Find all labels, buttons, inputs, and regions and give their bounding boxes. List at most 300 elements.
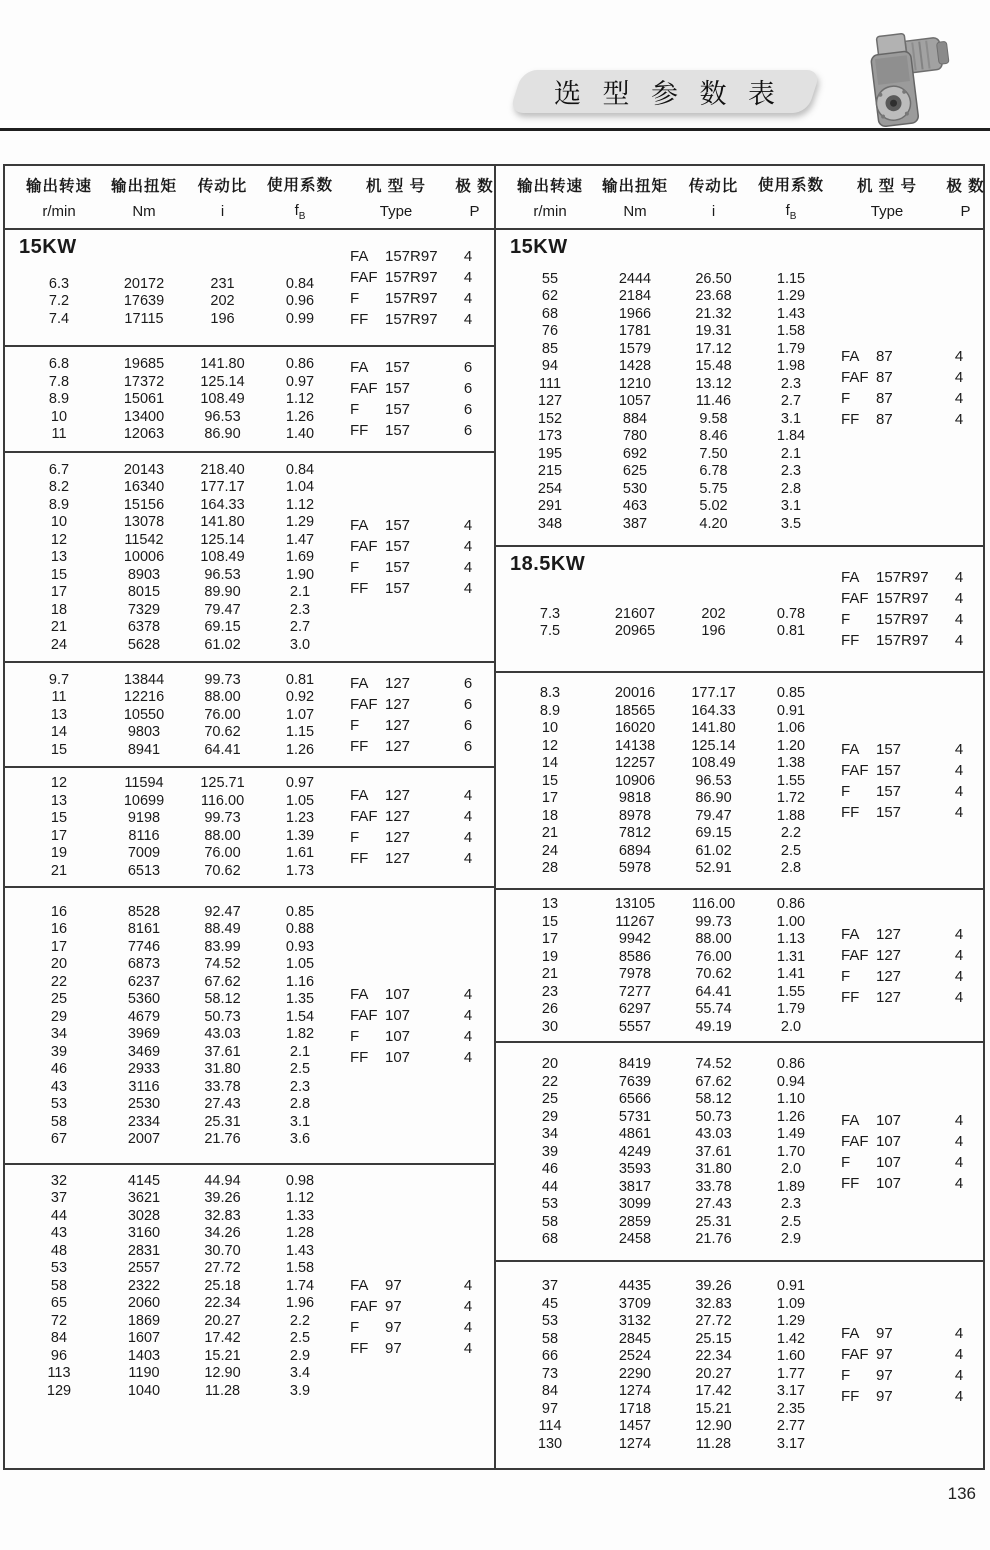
type-row [841,1173,973,1194]
type-size: 157R97 [876,569,929,586]
pole-count: 4 [954,569,964,586]
cell-fb: 1.07 [285,706,315,723]
cell-speed: 46 [541,1161,559,1177]
cell-ratio: 21.76 [695,1231,732,1247]
cell-fb: 1.54 [285,1008,315,1025]
cell-ratio: 58.12 [204,991,241,1008]
type-row [841,1110,973,1131]
cell-fb: 1.12 [285,496,315,513]
cell-ratio: 164.33 [691,702,736,719]
cell-torque: 1274 [618,1435,652,1452]
data-row [496,480,983,498]
type-row [350,515,482,536]
cell-fb: 1.09 [776,1295,806,1312]
type-size: 157R97 [385,310,438,328]
cell-torque: 8419 [618,1056,652,1072]
pole-count: 4 [463,559,473,576]
cell-ratio: 58.12 [695,1091,732,1107]
page-title: 选 型 参 数 表 [553,79,782,109]
type-list [350,246,482,330]
type-prefix: FF [841,632,860,649]
cell-torque: 387 [622,515,648,532]
cell-fb: 1.26 [776,1108,806,1125]
cell-torque: 530 [622,480,648,497]
pole-count: 6 [463,422,473,439]
cell-speed: 18 [50,601,68,618]
cell-ratio: 70.62 [204,724,241,740]
type-row [841,945,973,966]
type-list [841,739,973,823]
cell-speed: 18 [541,807,559,824]
cell-torque: 6237 [127,973,161,990]
cell-ratio: 50.73 [204,1008,241,1025]
type-model [350,290,454,307]
data-row [5,1113,494,1131]
cell-speed: 73 [541,1365,559,1382]
pole-count: 4 [954,1132,964,1150]
cell-speed: 17 [50,827,68,844]
cell-torque: 7746 [127,938,161,955]
cell-fb: 2.0 [780,1161,802,1177]
data-row [5,496,494,514]
cell-torque: 3160 [127,1225,161,1242]
type-row [841,1386,973,1407]
cell-ratio: 92.47 [204,903,241,920]
type-size: 127 [876,967,902,985]
cell-ratio: 27.72 [204,1260,241,1277]
cell-fb: 2.1 [289,584,311,600]
type-list [350,1275,482,1359]
cell-ratio: 79.47 [204,601,241,618]
type-prefix: FAF [350,1297,378,1315]
type-prefix: FF [841,410,860,428]
cell-fb: 3.1 [780,498,802,514]
cell-torque: 1718 [618,1400,652,1417]
cell-torque: 9198 [127,810,161,827]
type-list [350,673,482,757]
cell-speed: 34 [50,1026,68,1043]
cell-fb: 0.78 [776,605,806,622]
cell-speed: 28 [541,860,559,876]
cell-ratio: 61.02 [204,636,241,653]
type-prefix: FA [350,517,369,534]
data-row [496,515,983,533]
cell-ratio: 108.49 [200,549,245,565]
type-model [841,741,945,758]
cell-torque: 1457 [618,1418,652,1435]
cell-torque: 780 [622,428,648,444]
pole-count: 4 [954,967,964,985]
type-row [841,924,973,945]
data-row [496,322,983,340]
table-block [5,766,494,886]
data-row [496,497,983,515]
type-prefix: FF [350,737,369,755]
type-model [841,632,945,649]
type-size: 97 [876,1367,893,1384]
type-list [350,785,482,869]
cell-speed: 84 [50,1330,68,1347]
type-size: 127 [385,829,411,846]
cell-speed: 17 [541,790,559,806]
cell-torque: 12216 [123,689,165,705]
cell-torque: 6566 [618,1091,652,1107]
type-row [350,827,482,848]
cell-torque: 1579 [618,340,652,357]
cell-ratio: 70.62 [204,862,241,879]
type-prefix: FF [841,803,860,821]
data-row [5,1096,494,1114]
title-banner [509,70,821,113]
cell-torque: 1869 [127,1312,161,1329]
cell-speed: 8.3 [539,685,561,701]
cell-fb: 3.1 [780,410,802,427]
cell-speed: 26 [541,1001,559,1018]
cell-fb: 1.60 [776,1348,806,1365]
cell-fb: 2.3 [780,463,802,479]
cell-speed: 58 [50,1277,68,1294]
cell-ratio: 96.53 [204,408,241,425]
type-model [350,738,454,755]
cell-speed: 7.5 [539,623,561,640]
cell-fb: 1.00 [776,913,806,930]
cell-ratio: 88.00 [695,931,732,948]
type-model [841,783,945,800]
table-block [496,671,983,888]
cell-speed: 22 [541,1073,559,1090]
data-row [5,1207,494,1225]
type-model [350,311,454,328]
data-row [496,1055,983,1073]
cell-fb: 2.3 [780,375,802,392]
cell-speed: 348 [537,515,563,532]
cell-speed: 16 [50,903,68,920]
type-row [841,1131,973,1152]
cell-ratio: 86.90 [695,790,732,806]
type-model [841,369,945,386]
type-prefix: FA [841,740,860,758]
cell-torque: 1040 [127,1382,161,1399]
cell-ratio: 88.00 [204,689,241,705]
cell-fb: 1.29 [776,1313,806,1330]
cell-ratio: 13.12 [695,375,732,392]
type-model [350,380,454,397]
gearmotor-image [852,30,956,132]
cell-torque: 9803 [127,724,161,740]
cell-speed: 85 [541,340,559,357]
cell-fb: 0.96 [285,293,315,309]
cell-torque: 2933 [127,1061,161,1078]
type-size: 157 [385,401,411,418]
cell-ratio: 69.15 [695,825,732,841]
cell-fb: 0.86 [285,356,315,372]
type-size: 157 [385,359,411,376]
cell-torque: 692 [622,445,648,462]
type-prefix: FAF [350,808,378,825]
cell-fb: 0.84 [285,461,315,478]
header-col-speed: 输出转速 r/min [25,178,92,220]
cell-ratio: 8.46 [699,428,728,444]
pole-count: 4 [463,538,473,555]
type-size: 127 [876,946,902,964]
pole-count: 4 [463,1297,473,1315]
pole-count: 4 [954,946,964,964]
cell-fb: 0.97 [285,775,315,792]
type-model [841,411,945,428]
cell-speed: 58 [50,1113,68,1130]
header-col-speed: 输出转速 r/min [516,178,583,220]
type-model [841,1133,945,1150]
type-prefix: FA [350,247,369,265]
cell-fb: 1.28 [285,1225,315,1242]
data-row [5,1078,494,1096]
cell-speed: 53 [541,1196,559,1212]
cell-speed: 15 [50,810,68,827]
type-row [841,1323,973,1344]
cell-ratio: 32.83 [204,1207,241,1224]
cell-fb: 2.5 [780,842,802,859]
cell-speed: 25 [50,991,68,1008]
cell-torque: 3099 [618,1196,652,1212]
pole-count: 4 [954,590,964,607]
cell-ratio: 6.78 [699,463,728,479]
cell-torque: 17115 [124,310,164,327]
cell-fb: 1.58 [285,1260,315,1277]
table-block [5,230,494,345]
type-prefix: F [350,829,360,846]
type-model [350,559,454,576]
cell-torque: 4249 [618,1143,652,1160]
table-block [496,230,983,545]
type-prefix: F [350,1027,360,1045]
type-model [350,986,454,1003]
type-size: 87 [876,410,893,428]
type-prefix: FA [841,1111,860,1129]
cell-fb: 1.33 [285,1207,315,1224]
cell-fb: 2.9 [289,1347,311,1364]
cell-torque: 13844 [123,671,165,688]
cell-fb: 1.40 [285,426,315,442]
cell-speed: 13 [50,792,68,809]
type-size: 127 [876,988,902,1006]
data-row [496,859,983,877]
type-prefix: FAF [350,695,378,713]
data-row [496,719,983,737]
header-col-poles: 极 数 P [455,178,494,220]
cell-fb: 0.86 [776,1056,806,1072]
cell-ratio: 27.43 [204,1096,241,1113]
cell-speed: 84 [541,1383,559,1400]
cell-torque: 10699 [123,792,165,809]
cell-torque: 463 [622,498,648,514]
blocks-container-left [5,230,494,1468]
cell-ratio: 125.14 [200,373,245,390]
type-model [350,1340,454,1357]
cell-speed: 25 [541,1091,559,1107]
type-size: 87 [876,368,893,386]
cell-fb: 1.74 [285,1277,315,1294]
cell-fb: 0.93 [285,938,315,955]
cell-torque: 12063 [123,426,165,442]
cell-ratio: 231 [210,275,235,292]
cell-ratio: 43.03 [204,1026,241,1043]
type-row [841,966,973,987]
cell-ratio: 79.47 [695,807,732,824]
cell-fb: 1.20 [776,737,806,754]
cell-ratio: 64.41 [695,983,732,1000]
pole-count: 4 [954,1174,964,1192]
cell-torque: 2859 [618,1213,652,1230]
cell-speed: 30 [541,1018,559,1035]
cell-ratio: 44.94 [204,1172,241,1189]
type-size: 157 [385,422,411,439]
cell-ratio: 74.52 [204,956,241,973]
type-prefix: FF [841,988,860,1006]
type-model [841,1175,945,1192]
type-row [841,388,973,409]
cell-fb: 2.77 [776,1418,806,1435]
table-block [496,888,983,1041]
type-size: 97 [876,1388,893,1405]
table-block [496,545,983,671]
cell-torque: 11594 [124,775,164,792]
cell-speed: 37 [50,1190,68,1207]
pole-count: 4 [954,761,964,779]
cell-speed: 291 [537,498,563,514]
cell-torque: 8116 [128,827,160,844]
cell-speed: 16 [50,921,68,938]
type-size: 107 [385,1027,411,1045]
cell-speed: 24 [50,636,68,653]
cell-fb: 1.35 [285,991,315,1008]
type-row [350,246,482,267]
type-model [350,717,454,734]
cell-ratio: 108.49 [691,755,736,771]
cell-ratio: 37.61 [204,1043,241,1060]
type-row [350,694,482,715]
type-model [350,696,454,713]
data-row [5,1365,494,1383]
cell-ratio: 30.70 [204,1242,241,1259]
cell-ratio: 33.78 [204,1078,241,1095]
type-size: 157 [876,761,902,779]
cell-fb: 2.0 [780,1018,802,1035]
cell-ratio: 11.28 [695,1435,732,1452]
cell-fb: 0.86 [776,896,806,913]
cell-torque: 7978 [618,966,652,983]
cell-fb: 3.17 [776,1435,806,1452]
cell-torque: 3469 [127,1043,161,1060]
pole-count: 4 [463,1006,473,1024]
cell-fb: 0.91 [776,1278,806,1295]
cell-torque: 3621 [127,1190,161,1207]
cell-fb: 2.35 [776,1400,806,1417]
type-row [350,357,482,378]
cell-fb: 1.55 [776,983,806,1000]
type-list [841,567,973,651]
cell-fb: 1.38 [776,755,806,771]
cell-fb: 1.43 [776,305,806,322]
type-model [350,808,454,825]
type-size: 157 [385,580,411,597]
cell-ratio: 99.73 [204,671,241,688]
table-header-right [496,166,983,230]
type-size: 107 [385,1006,411,1024]
cell-speed: 130 [537,1435,563,1452]
blocks-container-right [496,230,983,1468]
cell-ratio: 17.42 [204,1330,241,1347]
cell-fb: 2.7 [289,619,311,635]
cell-fb: 0.98 [285,1172,315,1189]
type-model [350,1049,454,1066]
type-model [841,1346,945,1363]
cell-speed: 58 [541,1330,559,1347]
cell-speed: 21 [50,619,68,635]
cell-speed: 20 [50,956,68,973]
type-prefix: FF [350,850,369,867]
cell-torque: 18565 [614,702,656,719]
pole-count: 4 [954,1111,964,1129]
type-prefix: FF [350,580,369,597]
type-model [841,1154,945,1171]
type-prefix: FA [350,787,369,804]
header-col-torque: 输出扭矩 Nm [601,178,668,220]
pole-count: 4 [463,268,473,286]
cell-torque: 2557 [127,1260,161,1277]
type-row [350,536,482,557]
pole-count: 4 [954,410,964,428]
type-row [350,848,482,869]
type-model [350,401,454,418]
cell-ratio: 141.80 [200,356,245,372]
cell-fb: 0.88 [285,921,315,938]
cell-speed: 152 [537,410,563,427]
data-row [496,1195,983,1213]
cell-speed: 8.9 [539,702,561,719]
cell-speed: 43 [50,1078,68,1095]
cell-speed: 215 [537,463,563,479]
cell-speed: 46 [50,1061,68,1078]
cell-torque: 1428 [618,358,652,374]
data-row [496,1073,983,1091]
cell-fb: 1.15 [285,724,315,740]
cell-ratio: 5.02 [699,498,728,514]
cell-fb: 3.4 [289,1365,311,1382]
cell-ratio: 17.12 [695,340,732,357]
type-model [350,1298,454,1315]
cell-fb: 1.90 [285,566,315,583]
cell-speed: 111 [538,375,562,392]
type-row [350,288,482,309]
cell-speed: 21 [50,862,68,879]
type-list [841,1323,973,1407]
type-model [350,517,454,534]
pole-count: 4 [954,1388,964,1405]
cell-ratio: 20.27 [204,1312,241,1329]
cell-torque: 3709 [618,1295,652,1312]
data-row [496,1213,983,1231]
cell-speed: 11 [51,426,67,442]
type-prefix: FA [841,1325,860,1342]
cell-torque: 2530 [127,1096,161,1113]
table-block [5,1163,494,1468]
pole-count: 4 [463,1276,473,1294]
pole-count: 4 [954,632,964,649]
cell-fb: 1.05 [285,792,315,809]
cell-ratio: 76.00 [695,948,732,965]
cell-speed: 7.3 [539,605,561,622]
cell-ratio: 19.31 [695,323,732,339]
